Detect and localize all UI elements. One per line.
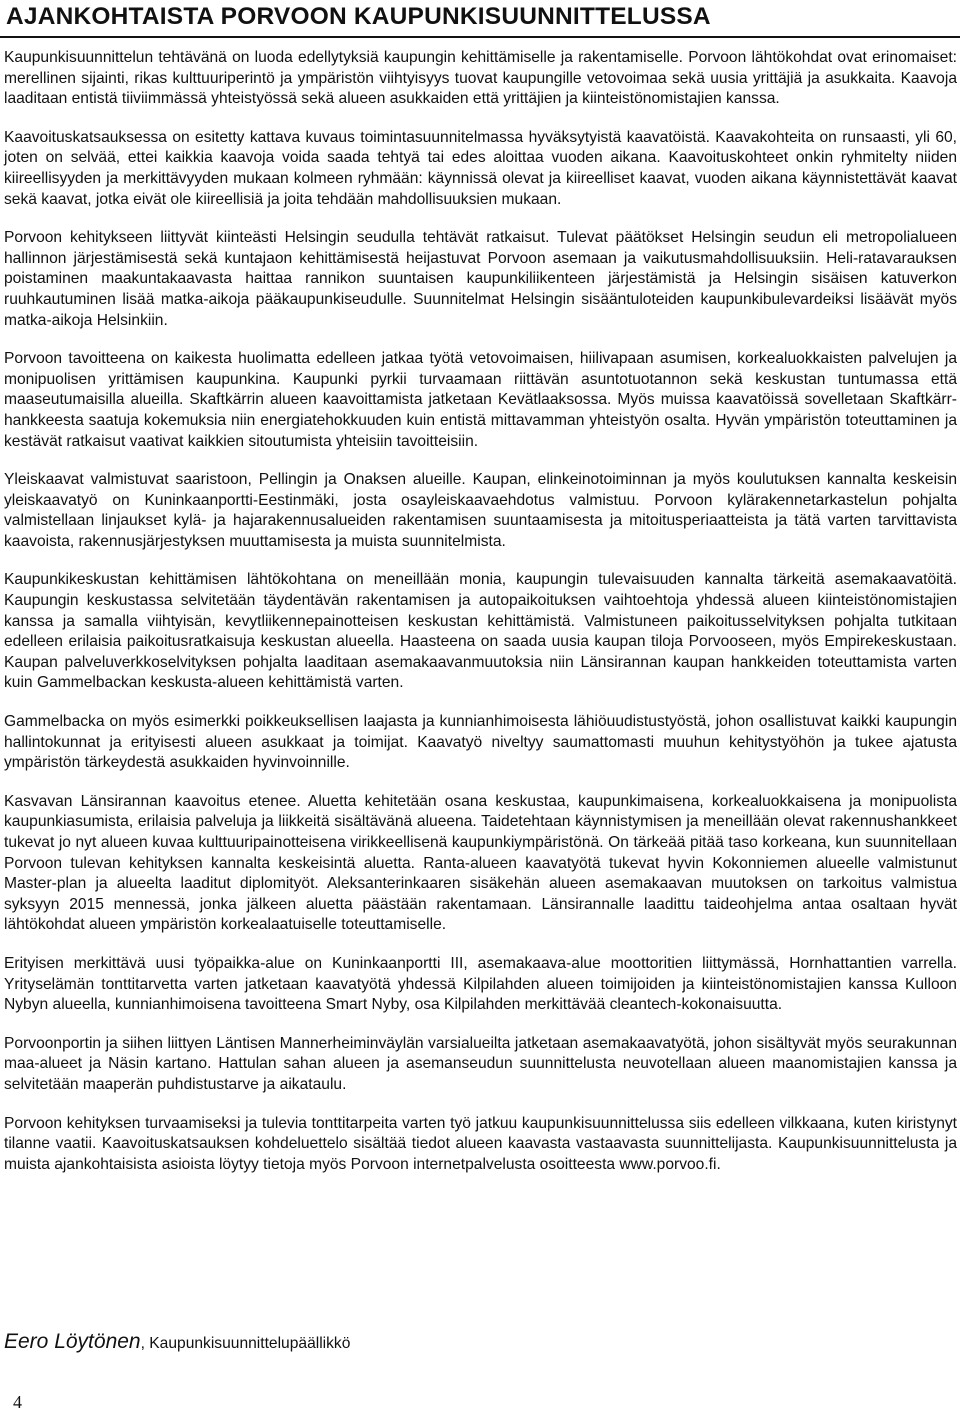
page-number: 4 xyxy=(13,1392,22,1412)
article-body xyxy=(4,48,957,1193)
paragraph-gammelbacka: Gammelbacka on myös esimerkki poikkeuksellisen laajasta ja kunnianhimoisesta lähiöuudistustyöstä, johon osallistuvat kaikki kaupungin hallintokunnat ja erityisesti alueen asukkaat ja toimijat. Kaavatyö niveltyy saumattomasti muuhun kehitystyöhön ja tukee ajatusta ympäristön tärkeydestä asukkaiden hyvinvoinnille. xyxy=(4,713,957,772)
paragraph-lansiranta: Kasvavan Länsirannan kaavoitus etenee. Aluetta kehitetään osana keskustaa, kaupunkimaisena, korkealuokkaisena ja monipuolista kaupunkiasumista, erilaisia palveluja ja liikkeitä sisältävänä alueena. Taidetehtaan käynnistymisen ja meneillään olevat rakennushankkeet tukevat jo nyt alueen kuvaa kulttuuripainotteisena virikkeellisenä kaupunkiympäristönä. On tärkeää pitää taso korkeana, kun suunnitellaan Porvoon tulevan kehityksen kannalta keskeisintä aluetta. Ranta-alueen kaavatyötä tukevat hyvin Kokonniemen alueelle valmistunut Master-plan ja alueelta laaditut diplomityöt. Aleksanterinkaaren sisäkehän alueen asemakaavan muutoksen on tarkoitus valmistua syksyyn 2015 mennessä, jonka jälkeen aluetta päästään rakentamaan. Länsirannalle laadittu taideohjelma antaa osaltaan hyvät lähtökohdat alueen ympäristön korkealaatuiselle toteuttamiselle. xyxy=(4,792,957,934)
paragraph-porvoonportti: Porvoonportin ja siihen liittyen Läntisen Mannerheiminväylän varsialueilta jatketaan asemakaavatyötä, johon sisältyvät myös seurakunnan maa-alueet ja Näsin kartano. Hattulan sahan alueen ja asemanseudun suunnittelusta neuvotellaan alueen maanomistajien kanssa ja selvitetään maaperän puhdistustarve ja aikataulu. xyxy=(4,1034,957,1093)
signature xyxy=(4,1330,350,1356)
paragraph-closing: Porvoon kehityksen turvaamiseksi ja tulevia tonttitarpeita varten työ jatkuu kaupunkisuunnittelussa siis edelleen vilkkaana, kuten kiristynyt tilanne vaatii. Kaavoituskatsauksen kohdeluettelo sisältää tiedot alueen kaavasta vastaavasta suunnittelijasta. Kaupunkisuunnittelusta ja muista ajankohtaisista asioista löytyy tietoja myös Porvoon internetpalvelusta osoitteesta www.porvoo.fi. xyxy=(4,1114,957,1173)
page-title: AJANKOHTAISTA PORVOON KAUPUNKISUUNNITTELUSSA xyxy=(6,3,711,30)
paragraph-goals: Porvoon tavoitteena on kaikesta huolimatta edelleen jatkaa työtä vetovoimaisen, hiilivapaan asumisen, korkealuokkaisten palvelujen ja monipuolisen yrittämisen kaupunkina. Kaupunki pyrkii turvaamaan riittävän asuntotuotannon sekä keskustan tuntumassa että maaseutumaisilla alueilla. Skaftkärrin alueen kaavoittamista jatketaan Kevätlaaksossa. Myös muissa kaavatöissä sovelletaan Skaftkärr-hankkeesta saatuja kokemuksia niin energiatehokkuuden kuin entistä mittavamman yhteistyön osalta. Hyvän ympäristön toteuttaminen ja kestävät ratkaisut vaativat kaikkien sitoutumista yhteisiin tavoitteisiin. xyxy=(4,350,957,450)
paragraph-master-plans: Yleiskaavat valmistuvat saaristoon, Pellingin ja Onaksen alueille. Kaupan, elinkeinotoiminnan ja myös koulutuksen kannalta keskeisin yleiskaavatyö on Kuninkaanportti-Eestinmäki, josta osayleiskaavaehdotus valmistuu. Porvoon kylärakennetarkastelun pohjalta valmistellaan linjaukset kylä- ja hajarakennusalueiden rakentamisen suuntaamisesta ja mitoitusperiaatteista ja tätä varten tarvittavista kaavoista, rakennusjärjestyksen muuttamisesta ja muista suunnitelmista. xyxy=(4,471,957,550)
paragraph-helsinki-region: Porvoon kehitykseen liittyvät kiinteästi Helsingin seudulla tehtävät ratkaisut. Tulevat päätökset Helsingin seudun eli metropolialueen hallinnon järjestämisestä sekä kuntajaon kehittämisestä heijastuvat Porvoon asemaan ja vaikutusmahdollisuuksiin. Heli-ratavarauksen poistaminen maakuntakaavasta haittaa rannikon suuntaisen kaupunkiliikenteen järjestämistä ja Helsingin sisäisen katuverkon ruuhkautuminen lisää matka-aikoja pääkaupunkiseudulle. Suunnitelmat Helsingin sisääntuloteiden kaupunkibulevardeiksi lisäävät myös matka-aikoja Helsinkiin. xyxy=(4,229,957,329)
signature-name: Eero Löytönen xyxy=(4,1330,141,1353)
signature-title: , Kaupunkisuunnittelupäällikkö xyxy=(140,1335,351,1352)
paragraph-city-centre: Kaupunkikeskustan kehittämisen lähtökohtana on meneillään monia, kaupungin tulevaisuuden kannalta tärkeitä asemakaavatöitä. Kaupungin keskustassa selvitetään täydentävän rakentamisen ja autopaikoituksen vaihtoehtoja yhdessä alueen kiinteistönomistajien kanssa ja samalla viihtyisän, kevytliikennepainotteisen keskustan kehittämistä. Valmistuneen paikoitusselvityksen pohjalta tutkitaan edelleen erilaisia paikoitusratkaisuja keskustan alueella. Haasteena on saada uusia kaupan tiloja Porvooseen, myös Empirekeskustaan. Kaupan palveluverkkoselvityksen pohjalta laaditaan asemakaavanmuutoksia niin Länsirannan kaupan hankkeiden toteuttamista varten kuin Gammelbackan keskusta-alueen kehittämistä varten. xyxy=(4,571,957,692)
paragraph-zoning-review: Kaavoituskatsauksessa on esitetty kattava kuvaus toimintasuunnitelmassa hyväksytyistä kaavatöistä. Kaavakohteita on runsaasti, yli 60, joten on selvää, ettei kaikkia kaavoja voida saada tehtyä tai edes aloittaa vuoden aikana. Kaavoituskohteet onkin ryhmitelty niiden kiireellisyyden ja merkittävyyden mukaan kolmeen ryhmään: käynnissä olevat ja kiireelliset kaavat, vuoden aikana käynnistettävät kaavat sekä kaavat, jotka eivät ole kiireellisiä ja joita tehdään mahdollisuuksien mukaan. xyxy=(4,128,957,208)
header-bar xyxy=(0,0,960,38)
paragraph-kuninkaanportti: Erityisen merkittävä uusi työpaikka-alue on Kuninkaanportti III, asemakaava-alue moottoritien liittymässä, Hornhattantien varrella. Yrityselämän tonttitarvetta varten jatketaan kaavatyötä yhdessä Kilpilahden alueen toimijoiden ja kiinteistönomistajien kanssa Kulloon Nybyn alueella, kunnianhimoisena tavoitteena Smart Nyby, osa Kilpilahden merkittävää cleantech-kokonaisuutta. xyxy=(4,954,957,1014)
paragraph-intro: Kaupunkisuunnittelun tehtävänä on luoda edellytyksiä kaupungin kehittämiselle ja rakentamiselle. Porvoon lähtökohdat ovat erinomaiset: merellinen sijainti, rikas kulttuuriperintö ja ympäristön viihtyisyys tuovat kaupungille vetovoimaa sekä uusia yrittäjiä ja asukkaita. Kaavoja laaditaan entistä tiiviimmässä yhteistyössä sekä alueen asukkaiden että yrittäjien ja kiinteistönomistajien kanssa. xyxy=(4,49,957,108)
